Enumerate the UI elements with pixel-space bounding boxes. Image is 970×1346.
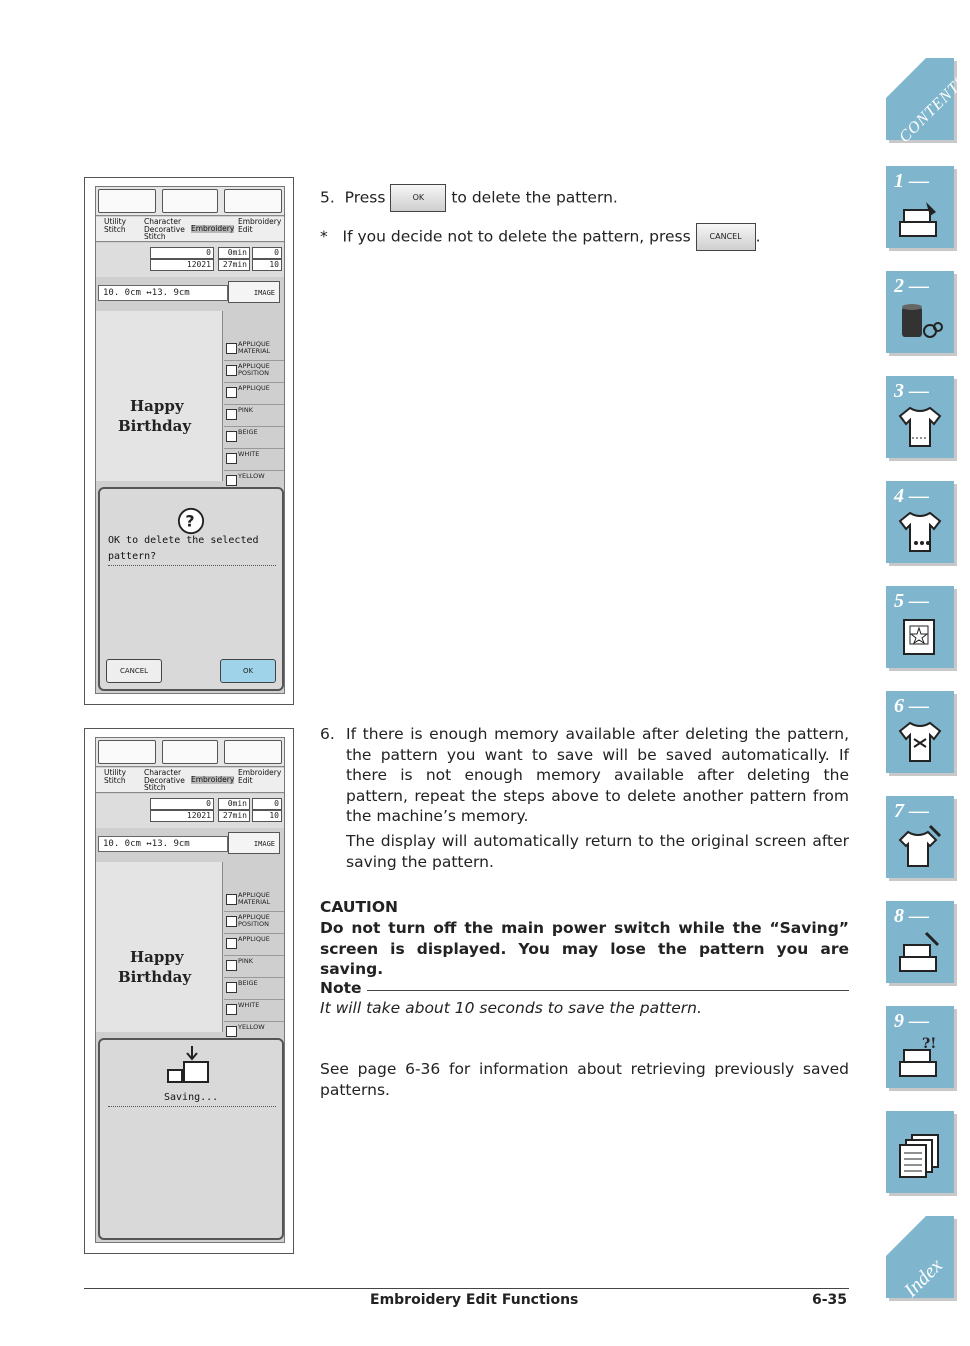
pattern-size: 10. 0cm ↔13. 9cm: [98, 285, 228, 301]
pattern-text-happy: Happy: [130, 948, 184, 966]
time-total: 27min: [218, 259, 250, 271]
color-item: APPLIQUE POSITION: [224, 361, 284, 383]
pattern-text-birthday: Birthday: [118, 968, 192, 986]
footer-title: Embroidery Edit Functions: [370, 1292, 579, 1308]
tab-chapter-3-label: 3 —: [894, 380, 929, 402]
image-button[interactable]: IMAGE: [228, 832, 280, 854]
tab-chapter-6[interactable]: [886, 691, 954, 773]
note-text: It will take about 10 seconds to save the pattern.: [320, 999, 702, 1017]
tab-chapter-2-label: 2 —: [894, 275, 929, 297]
color-total: 10: [252, 259, 282, 271]
ok-button[interactable]: OK: [220, 659, 276, 683]
tab-chapter-3[interactable]: [886, 376, 954, 458]
color-item: YELLOW: [224, 1022, 284, 1044]
tab-corner: [886, 1216, 926, 1256]
dialog-divider: [108, 565, 276, 566]
cancel-button-inline[interactable]: CANCEL: [696, 223, 756, 251]
color-item: YELLOW: [224, 471, 284, 493]
screenshot-saving: [84, 728, 294, 1254]
custom-shirt-icon: [896, 822, 944, 870]
color-count: 0: [252, 247, 282, 259]
pattern-preview: [96, 311, 223, 481]
page-number: 6-35: [812, 1292, 848, 1308]
tab-chapter-9-label: 9 —: [894, 1010, 929, 1032]
color-item: APPLIQUE MATERIAL: [224, 339, 284, 361]
tab-chapter-5[interactable]: [886, 586, 954, 668]
pattern-width: 13. 9cm: [151, 839, 190, 849]
footer-rule: [84, 1288, 849, 1289]
edit-shirt-icon: [896, 717, 944, 765]
stitch-info-bar: [96, 243, 284, 277]
tab-chapter-4[interactable]: [886, 481, 954, 563]
color-item: PINK: [224, 405, 284, 427]
color-count: 0: [252, 798, 282, 810]
caution-title: CAUTION: [320, 898, 398, 916]
tab-chapter-7[interactable]: [886, 796, 954, 878]
color-item: APPLIQUE POSITION: [224, 912, 284, 934]
color-item: WHITE: [224, 449, 284, 471]
embroidery-frame-icon: [896, 612, 944, 660]
menu-utility-stitch: Utility Stitch: [104, 768, 127, 785]
menu-embroidery-edit: Embroidery Edit: [238, 217, 282, 234]
image-button[interactable]: IMAGE: [228, 281, 280, 303]
tab-chapter-8-label: 8 —: [894, 905, 929, 927]
saving-message: Saving...: [164, 1092, 219, 1103]
menu-character-decorative: Character Decorative Stitch: [144, 768, 185, 792]
color-item: APPLIQUE MATERIAL: [224, 890, 284, 912]
note-title: Note: [320, 979, 362, 997]
tab-appendix[interactable]: [886, 1111, 954, 1193]
tab-chapter-8[interactable]: [886, 901, 954, 983]
cancel-note: [320, 223, 850, 251]
tab-index-label: Index: [900, 1254, 947, 1302]
dialog-message-line1: OK to delete the selected: [108, 535, 259, 546]
pattern-width: 13. 9cm: [151, 288, 190, 298]
step-5: [320, 184, 850, 212]
tab-chapter-1[interactable]: [886, 166, 954, 248]
tab-chapter-6-label: 6 —: [894, 695, 929, 717]
cancel-button[interactable]: CANCEL: [106, 659, 162, 683]
color-total: 10: [252, 810, 282, 822]
embroidered-shirt-icon: [896, 507, 944, 555]
time-count: 0min: [218, 247, 250, 259]
see-page-text: See page 6-36 for information about retrieving previously saved patterns.: [320, 1060, 849, 1099]
step-5-text-after: to delete the pattern.: [451, 188, 618, 207]
pattern-text-happy: Happy: [130, 397, 184, 415]
pattern-size: 10. 0cm ↔13. 9cm: [98, 836, 228, 852]
pattern-text-birthday: Birthday: [118, 417, 192, 435]
step-5-text-before: Press: [344, 188, 386, 207]
stitch-total: 12021: [150, 259, 214, 271]
stitch-count: 0: [150, 247, 214, 259]
step-6-paragraph-2: The display will automatically return to the original screen after saving the pattern.: [346, 832, 849, 871]
lcd-screen: [95, 737, 285, 1243]
tab-index[interactable]: [886, 1216, 954, 1302]
tab-contents-label: CONTENTS: [896, 72, 970, 147]
lcd-top-bar: [96, 187, 284, 216]
machine-icon: [98, 189, 156, 213]
menu-embroidery: Embroidery: [191, 224, 235, 233]
caution-text: Do not turn off the main power switch while the “Saving” screen is displayed. You may lose the pattern you are saving.: [320, 919, 849, 978]
machine-icon: [98, 740, 156, 764]
maintenance-machine-icon: [896, 927, 944, 975]
troubleshooting-machine-icon: [896, 1032, 944, 1080]
tab-chapter-9[interactable]: [886, 1006, 954, 1088]
saving-dialog: [98, 1038, 284, 1240]
dialog-divider: [108, 1106, 276, 1107]
lcd-top-bar: [96, 738, 284, 767]
time-count: 0min: [218, 798, 250, 810]
menu-embroidery-edit: Embroidery Edit: [238, 768, 282, 785]
svg-text:?!: ?!: [922, 1036, 937, 1052]
list-icon: [224, 189, 282, 213]
pattern-height: 10. 0cm: [103, 839, 141, 849]
documents-icon: [896, 1131, 944, 1179]
stitch-total: 12021: [150, 810, 214, 822]
step-6-number: 6.: [320, 725, 335, 743]
save-to-pocket-icon: [164, 1044, 214, 1084]
delete-confirm-dialog: [98, 487, 284, 691]
tab-chapter-1-label: 1 —: [894, 170, 929, 192]
shirt-icon: [896, 402, 944, 450]
lcd-screen: [95, 186, 285, 694]
color-item: APPLIQUE: [224, 383, 284, 405]
cancel-note-mark: *: [320, 227, 328, 246]
tab-chapter-4-label: 4 —: [894, 485, 929, 507]
screenshot-delete-confirm: [84, 177, 294, 705]
menu-utility-stitch: Utility Stitch: [104, 217, 127, 234]
tab-contents[interactable]: [886, 58, 970, 147]
menu-embroidery: Embroidery: [191, 775, 235, 784]
color-item: APPLIQUE: [224, 934, 284, 956]
color-item: BEIGE: [224, 978, 284, 1000]
color-item: BEIGE: [224, 427, 284, 449]
cancel-note-text: If you decide not to delete the pattern, press: [342, 227, 691, 246]
help-icon: [162, 740, 218, 764]
svg-text:?: ?: [185, 511, 195, 531]
stitch-count: 0: [150, 798, 214, 810]
tab-chapter-7-label: 7 —: [894, 800, 929, 822]
ok-button-inline[interactable]: OK: [390, 184, 446, 212]
question-icon: [176, 507, 206, 535]
color-item: WHITE: [224, 1000, 284, 1022]
pattern-height: 10. 0cm: [103, 288, 141, 298]
pattern-preview: [96, 862, 223, 1032]
tab-chapter-5-label: 5 —: [894, 590, 929, 612]
cancel-note-end: .: [755, 227, 761, 246]
list-icon: [224, 740, 282, 764]
menu-character-decorative: Character Decorative Stitch: [144, 217, 185, 241]
color-item: PINK: [224, 956, 284, 978]
tab-chapter-2[interactable]: [886, 271, 954, 353]
note-rule: [367, 990, 849, 991]
stitch-info-bar: [96, 794, 284, 828]
thread-spool-icon: [896, 297, 944, 345]
time-total: 27min: [218, 810, 250, 822]
help-icon: [162, 189, 218, 213]
tab-corner: [886, 58, 926, 98]
dialog-message-line2: pattern?: [108, 551, 157, 562]
lcd-menu: [96, 768, 284, 793]
step-5-number: 5.: [320, 188, 335, 207]
step-6-paragraph-1: If there is enough memory available after deleting the pattern, the pattern you want to save will be saved automatically. If there is not enough memory available after deleting the pattern, repeat the steps above to delete another pattern from the machine’s memory.: [346, 725, 849, 825]
sewing-machine-icon: [896, 192, 944, 240]
lcd-menu: [96, 217, 284, 242]
